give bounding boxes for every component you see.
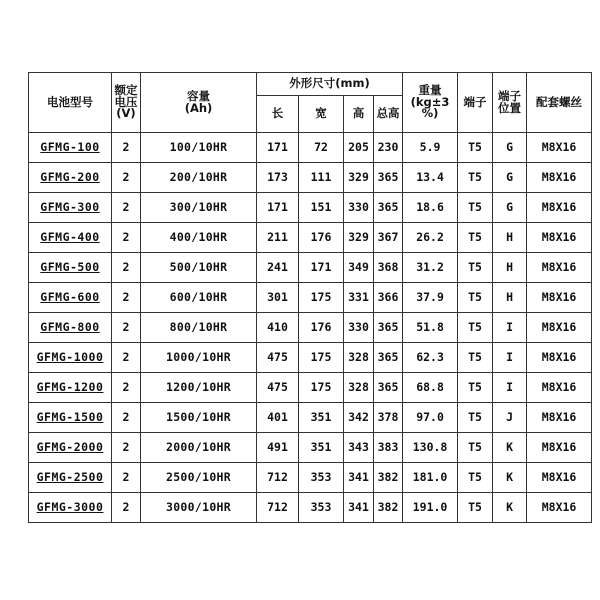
- cell-height: 349: [344, 253, 374, 283]
- header-bolt: 配套螺丝: [527, 73, 592, 133]
- header-capacity: 容量 (Ah): [141, 73, 257, 133]
- cell-terminal-position: G: [493, 133, 527, 163]
- model-link[interactable]: GFMG-500: [40, 259, 100, 274]
- cell-width: 351: [299, 403, 344, 433]
- cell-voltage: 2: [112, 373, 141, 403]
- cell-weight: 13.4: [403, 163, 458, 193]
- cell-total-height: 365: [374, 193, 403, 223]
- cell-voltage: 2: [112, 493, 141, 523]
- cell-height: 342: [344, 403, 374, 433]
- cell-voltage: 2: [112, 343, 141, 373]
- cell-model[interactable]: [29, 433, 112, 463]
- model-link[interactable]: GFMG-2000: [36, 439, 104, 454]
- cell-capacity: 2000/10HR: [141, 433, 257, 463]
- cell-terminal-position: G: [493, 163, 527, 193]
- cell-height: 328: [344, 343, 374, 373]
- cell-length: 401: [257, 403, 299, 433]
- table-row: [29, 283, 592, 313]
- cell-capacity: 400/10HR: [141, 223, 257, 253]
- model-link[interactable]: GFMG-2500: [36, 469, 104, 484]
- cell-capacity: 1000/10HR: [141, 343, 257, 373]
- cell-model[interactable]: [29, 403, 112, 433]
- model-link[interactable]: GFMG-200: [40, 169, 100, 184]
- cell-height: 329: [344, 223, 374, 253]
- cell-voltage: 2: [112, 253, 141, 283]
- model-link[interactable]: GFMG-1500: [36, 409, 104, 424]
- table-row: [29, 193, 592, 223]
- cell-capacity: 3000/10HR: [141, 493, 257, 523]
- cell-weight: 130.8: [403, 433, 458, 463]
- header-dimensions: 外形尺寸(mm): [257, 73, 403, 96]
- cell-width: 171: [299, 253, 344, 283]
- cell-weight: 31.2: [403, 253, 458, 283]
- cell-total-height: 367: [374, 223, 403, 253]
- cell-terminal: T5: [458, 193, 493, 223]
- cell-terminal-position: I: [493, 373, 527, 403]
- cell-width: 351: [299, 433, 344, 463]
- cell-capacity: 200/10HR: [141, 163, 257, 193]
- cell-bolt: M8X16: [527, 403, 592, 433]
- header-voltage: 额定 电压 (V): [112, 73, 141, 133]
- cell-model[interactable]: [29, 463, 112, 493]
- cell-width: 72: [299, 133, 344, 163]
- cell-terminal: T5: [458, 463, 493, 493]
- cell-width: 111: [299, 163, 344, 193]
- cell-terminal: T5: [458, 283, 493, 313]
- cell-weight: 51.8: [403, 313, 458, 343]
- cell-voltage: 2: [112, 223, 141, 253]
- cell-width: 151: [299, 193, 344, 223]
- cell-terminal: T5: [458, 163, 493, 193]
- cell-model[interactable]: [29, 193, 112, 223]
- cell-length: 475: [257, 373, 299, 403]
- cell-bolt: M8X16: [527, 223, 592, 253]
- cell-terminal: T5: [458, 133, 493, 163]
- cell-total-height: 383: [374, 433, 403, 463]
- cell-model[interactable]: [29, 283, 112, 313]
- cell-width: 353: [299, 493, 344, 523]
- cell-terminal-position: J: [493, 403, 527, 433]
- cell-weight: 26.2: [403, 223, 458, 253]
- cell-terminal: T5: [458, 403, 493, 433]
- cell-total-height: 365: [374, 343, 403, 373]
- cell-bolt: M8X16: [527, 193, 592, 223]
- model-link[interactable]: GFMG-300: [40, 199, 100, 214]
- cell-height: 341: [344, 463, 374, 493]
- model-link[interactable]: GFMG-1000: [36, 349, 104, 364]
- table-row: [29, 133, 592, 163]
- header-model: 电池型号: [29, 73, 112, 133]
- cell-terminal-position: H: [493, 253, 527, 283]
- cell-terminal: T5: [458, 373, 493, 403]
- cell-total-height: 365: [374, 163, 403, 193]
- cell-model[interactable]: [29, 163, 112, 193]
- cell-terminal: T5: [458, 313, 493, 343]
- model-link[interactable]: GFMG-1200: [36, 379, 104, 394]
- header-terminal-position: 端子 位置: [493, 73, 527, 133]
- cell-width: 175: [299, 283, 344, 313]
- cell-length: 211: [257, 223, 299, 253]
- cell-bolt: M8X16: [527, 163, 592, 193]
- cell-model[interactable]: [29, 133, 112, 163]
- cell-height: 205: [344, 133, 374, 163]
- cell-terminal-position: K: [493, 493, 527, 523]
- model-link[interactable]: GFMG-3000: [36, 499, 104, 514]
- cell-height: 330: [344, 313, 374, 343]
- cell-height: 330: [344, 193, 374, 223]
- cell-height: 328: [344, 373, 374, 403]
- table-row: [29, 463, 592, 493]
- header-weight: 重量 (kg±3 %): [403, 73, 458, 133]
- cell-terminal-position: G: [493, 193, 527, 223]
- cell-weight: 97.0: [403, 403, 458, 433]
- cell-total-height: 365: [374, 373, 403, 403]
- cell-capacity: 1500/10HR: [141, 403, 257, 433]
- table-row: [29, 433, 592, 463]
- header-height: 高: [344, 96, 374, 133]
- cell-length: 171: [257, 193, 299, 223]
- cell-length: 712: [257, 493, 299, 523]
- cell-terminal: T5: [458, 223, 493, 253]
- cell-model[interactable]: [29, 343, 112, 373]
- cell-capacity: 1200/10HR: [141, 373, 257, 403]
- table-row: [29, 223, 592, 253]
- cell-weight: 18.6: [403, 193, 458, 223]
- cell-terminal-position: H: [493, 223, 527, 253]
- cell-weight: 181.0: [403, 463, 458, 493]
- cell-terminal: T5: [458, 493, 493, 523]
- header-terminal: 端子: [458, 73, 493, 133]
- cell-voltage: 2: [112, 433, 141, 463]
- cell-voltage: 2: [112, 313, 141, 343]
- cell-bolt: M8X16: [527, 133, 592, 163]
- cell-width: 175: [299, 343, 344, 373]
- cell-model[interactable]: [29, 373, 112, 403]
- cell-model[interactable]: [29, 223, 112, 253]
- cell-terminal-position: H: [493, 283, 527, 313]
- cell-terminal: T5: [458, 343, 493, 373]
- cell-total-height: 365: [374, 313, 403, 343]
- cell-voltage: 2: [112, 463, 141, 493]
- cell-voltage: 2: [112, 283, 141, 313]
- cell-capacity: 600/10HR: [141, 283, 257, 313]
- cell-weight: 62.3: [403, 343, 458, 373]
- table-row: [29, 343, 592, 373]
- table-row: [29, 373, 592, 403]
- cell-total-height: 382: [374, 463, 403, 493]
- cell-height: 329: [344, 163, 374, 193]
- cell-length: 241: [257, 253, 299, 283]
- cell-bolt: M8X16: [527, 373, 592, 403]
- cell-length: 301: [257, 283, 299, 313]
- cell-width: 176: [299, 313, 344, 343]
- cell-total-height: 368: [374, 253, 403, 283]
- cell-bolt: M8X16: [527, 313, 592, 343]
- cell-length: 171: [257, 133, 299, 163]
- cell-model[interactable]: [29, 253, 112, 283]
- cell-bolt: M8X16: [527, 493, 592, 523]
- cell-bolt: M8X16: [527, 463, 592, 493]
- cell-bolt: M8X16: [527, 283, 592, 313]
- cell-voltage: 2: [112, 193, 141, 223]
- cell-width: 176: [299, 223, 344, 253]
- cell-weight: 68.8: [403, 373, 458, 403]
- cell-bolt: M8X16: [527, 253, 592, 283]
- cell-capacity: 300/10HR: [141, 193, 257, 223]
- cell-model[interactable]: [29, 313, 112, 343]
- header-width: 宽: [299, 96, 344, 133]
- cell-terminal-position: I: [493, 313, 527, 343]
- table-row: [29, 313, 592, 343]
- model-link[interactable]: GFMG-800: [40, 319, 100, 334]
- cell-total-height: 230: [374, 133, 403, 163]
- cell-capacity: 100/10HR: [141, 133, 257, 163]
- table-row: [29, 163, 592, 193]
- cell-length: 491: [257, 433, 299, 463]
- battery-spec-table: [28, 72, 592, 523]
- cell-height: 341: [344, 493, 374, 523]
- cell-bolt: M8X16: [527, 343, 592, 373]
- cell-voltage: 2: [112, 163, 141, 193]
- model-link[interactable]: GFMG-600: [40, 289, 100, 304]
- cell-length: 475: [257, 343, 299, 373]
- cell-voltage: 2: [112, 133, 141, 163]
- cell-weight: 5.9: [403, 133, 458, 163]
- cell-terminal-position: K: [493, 463, 527, 493]
- header-total-height: 总高: [374, 96, 403, 133]
- table-row: [29, 493, 592, 523]
- cell-capacity: 500/10HR: [141, 253, 257, 283]
- cell-length: 712: [257, 463, 299, 493]
- header-length: 长: [257, 96, 299, 133]
- table-body: [29, 133, 592, 523]
- cell-width: 175: [299, 373, 344, 403]
- model-link[interactable]: GFMG-400: [40, 229, 100, 244]
- cell-length: 173: [257, 163, 299, 193]
- cell-terminal: T5: [458, 253, 493, 283]
- cell-length: 410: [257, 313, 299, 343]
- cell-terminal-position: I: [493, 343, 527, 373]
- cell-bolt: M8X16: [527, 433, 592, 463]
- cell-capacity: 2500/10HR: [141, 463, 257, 493]
- cell-height: 343: [344, 433, 374, 463]
- model-link[interactable]: GFMG-100: [40, 139, 100, 154]
- cell-weight: 191.0: [403, 493, 458, 523]
- table-row: [29, 253, 592, 283]
- cell-total-height: 366: [374, 283, 403, 313]
- cell-terminal-position: K: [493, 433, 527, 463]
- cell-total-height: 378: [374, 403, 403, 433]
- cell-model[interactable]: [29, 493, 112, 523]
- cell-voltage: 2: [112, 403, 141, 433]
- cell-height: 331: [344, 283, 374, 313]
- cell-total-height: 382: [374, 493, 403, 523]
- cell-weight: 37.9: [403, 283, 458, 313]
- table-row: [29, 403, 592, 433]
- cell-terminal: T5: [458, 433, 493, 463]
- cell-width: 353: [299, 463, 344, 493]
- cell-capacity: 800/10HR: [141, 313, 257, 343]
